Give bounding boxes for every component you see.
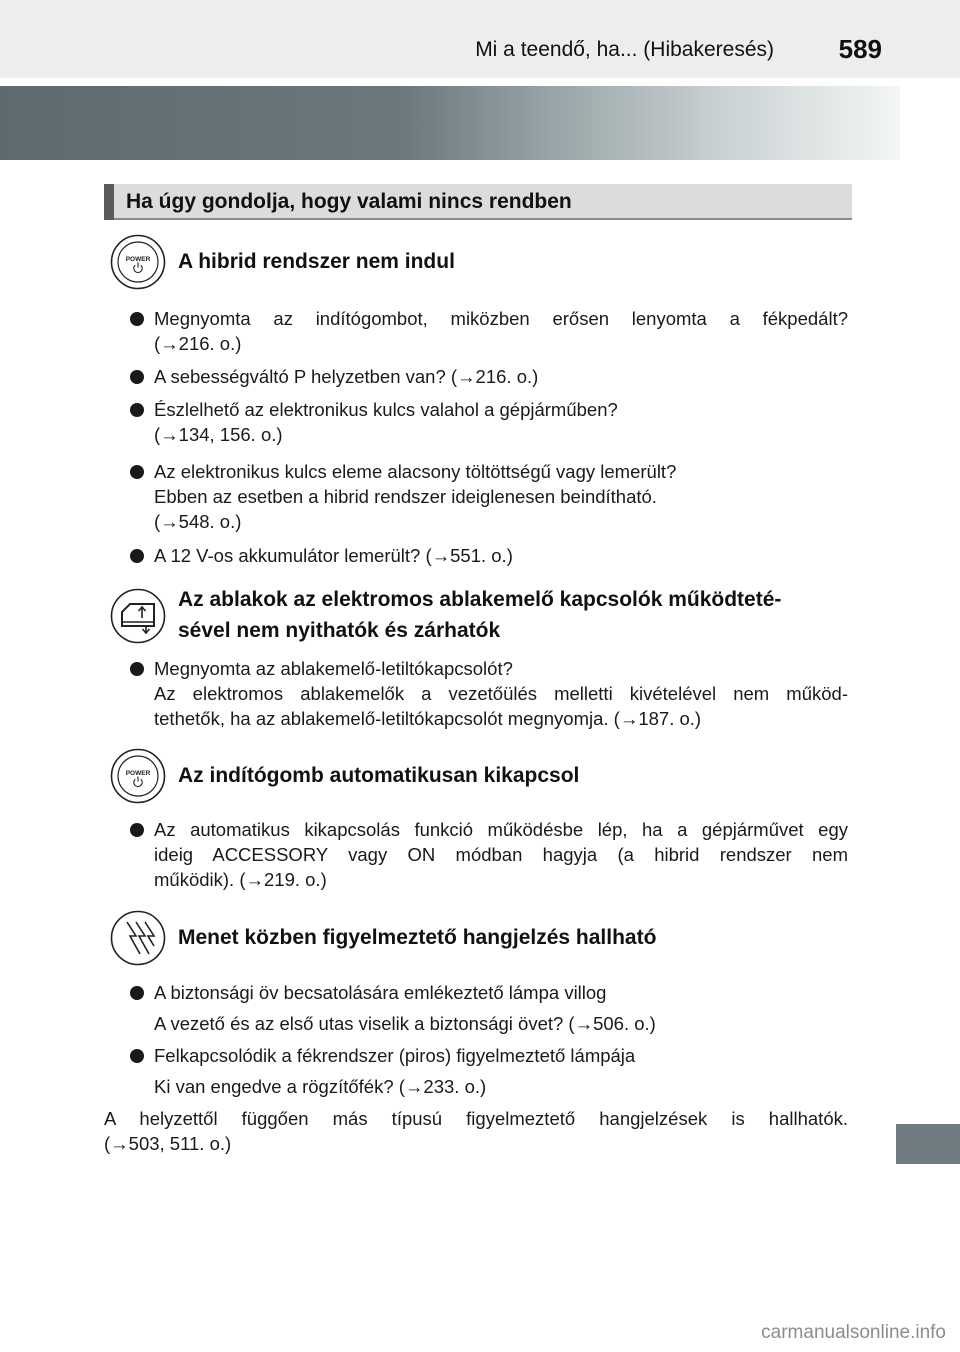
- list-item: Megnyomta az indítógombot, miközben erősen lenyomta a fékpedált? (→216. o.): [130, 306, 848, 356]
- section-heading-marker: [104, 184, 114, 220]
- bullet-icon: [130, 403, 144, 417]
- bullet-icon: [130, 662, 144, 676]
- closing-paragraph: A helyzettől függően más típusú figyelmeztető hangjelzések is hallhatók. (→503, 511. o.): [104, 1108, 848, 1154]
- list-item: Az automatikus kikapcsolás funkció működésbe lép, ha a gépjárművet egy ideig ACCESSORY vagy ON módban hagyja (a hibrid rendszer nem működik). (→219. o.): [130, 817, 848, 892]
- running-title: Mi a teendő, ha... (Hibakeresés): [475, 38, 774, 61]
- svg-text:POWER: POWER: [125, 256, 151, 263]
- list-item: Az elektronikus kulcs eleme alacsony töltöttségű vagy lemerült? Ebben az esetben a hibrid rendszer ideiglenesen beindítható. (→548. o.): [130, 459, 848, 534]
- list-item: A 12 V-os akkumulátor lemerült? (→551. o.): [130, 543, 848, 568]
- bullet-icon: [130, 312, 144, 326]
- chapter-banner: [0, 86, 900, 160]
- list-item: A biztonsági öv becsatolására emlékeztető lámpa villog A vezető és az első utas viselik a biztonsági övet? (→506. o.): [130, 980, 848, 1036]
- bullet-icon: [130, 986, 144, 1000]
- warning-buzzer-icon: [110, 910, 166, 966]
- power-button-icon: [110, 234, 166, 290]
- bullet-icon: [130, 1049, 144, 1063]
- block-2-title: Az ablakok az elektromos ablakemelő kapcsolók működteté- sével nem nyithatók és zárhatók: [178, 588, 782, 642]
- power-window-switch-icon: [110, 588, 166, 644]
- list-item: Megnyomta az ablakemelő-letiltókapcsolót? Az elektromos ablakemelők a vezetőülés melletti kivételével nem működ- tethetők, ha az ablakemelő-letiltókapcsolót megnyomja. (→187. o.): [130, 656, 848, 731]
- section-heading: [104, 184, 852, 220]
- chapter-tab: [896, 1124, 960, 1164]
- page-number: 589: [838, 34, 882, 64]
- block-1-title: A hibrid rendszer nem indul: [178, 250, 455, 273]
- block-3-title: Az indítógomb automatikusan kikapcsol: [178, 764, 580, 787]
- list-item: Felkapcsolódik a fékrendszer (piros) figyelmeztető lámpája Ki van engedve a rögzítőfék? (→233. o.): [130, 1043, 848, 1099]
- bullet-icon: [130, 823, 144, 837]
- section-heading-text: Ha úgy gondolja, hogy valami nincs rendben: [126, 190, 572, 213]
- bullet-icon: [130, 549, 144, 563]
- svg-text:POWER: POWER: [125, 770, 151, 777]
- block-4-title: Menet közben figyelmeztető hangjelzés hallható: [178, 926, 657, 949]
- watermark: carmanualsonline.info: [761, 1322, 946, 1343]
- bullet-icon: [130, 465, 144, 479]
- list-item: A sebességváltó P helyzetben van? (→216. o.): [130, 364, 848, 389]
- list-item: Észlelhető az elektronikus kulcs valahol a gépjárműben? (→134, 156. o.): [130, 397, 848, 447]
- bullet-icon: [130, 370, 144, 384]
- power-button-icon: [110, 748, 166, 804]
